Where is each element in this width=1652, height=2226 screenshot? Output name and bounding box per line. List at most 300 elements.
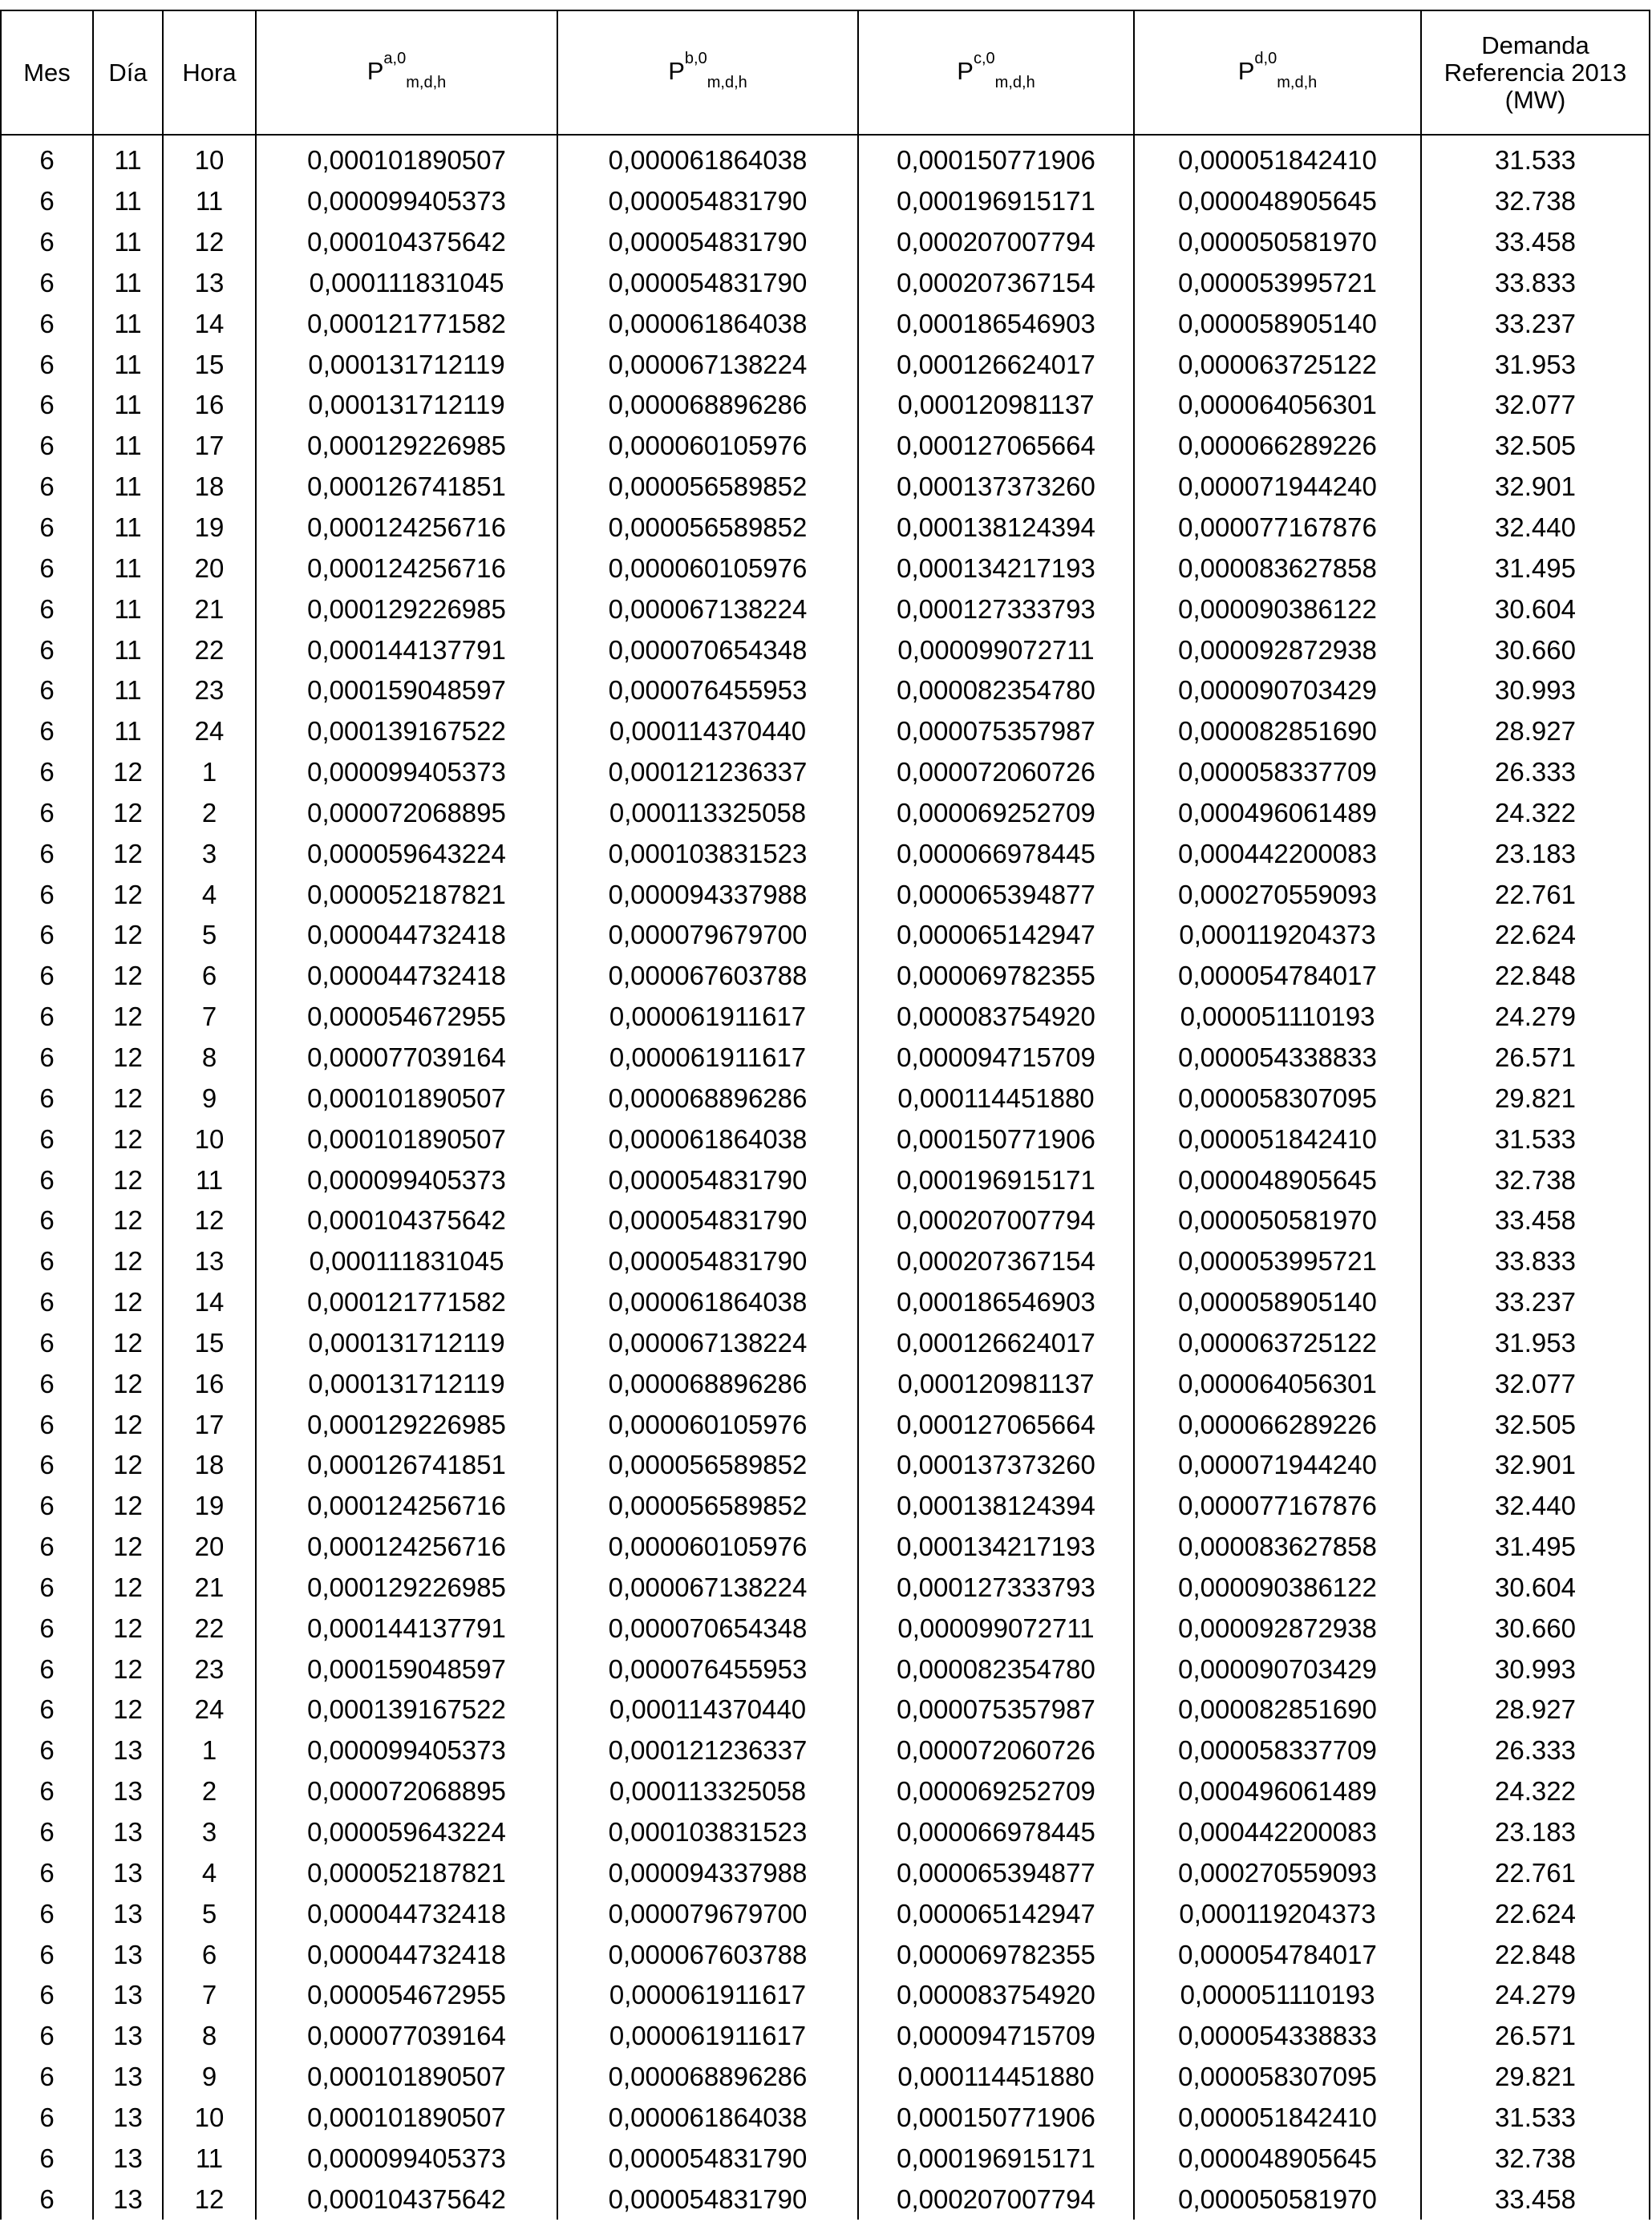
dia-cell: 11	[93, 629, 163, 670]
pc-cell: 0,000065394877	[858, 874, 1134, 915]
pb-cell: 0,000061864038	[557, 135, 858, 181]
pd-cell: 0,000058337709	[1134, 1730, 1421, 1771]
pc-cell: 0,000069252709	[858, 793, 1134, 834]
demanda-cell: 24.322	[1421, 1771, 1650, 1812]
mes-cell: 6	[1, 1404, 93, 1445]
demanda-cell: 32.505	[1421, 1404, 1650, 1445]
table-row	[1, 589, 1650, 629]
mes-cell: 6	[1, 629, 93, 670]
mes-cell: 6	[1, 752, 93, 793]
dia-cell: 11	[93, 181, 163, 222]
pb-cell: 0,000070654348	[557, 629, 858, 670]
hora-cell: 20	[163, 548, 256, 589]
table-row	[1, 2057, 1650, 2098]
dia-cell: 13	[93, 1852, 163, 1893]
demanda-cell: 26.333	[1421, 1730, 1650, 1771]
pd-cell: 0,000058905140	[1134, 303, 1421, 344]
hora-cell: 10	[163, 135, 256, 181]
pb-cell: 0,000076455953	[557, 670, 858, 711]
mes-cell: 6	[1, 426, 93, 467]
pc-cell: 0,000099072711	[858, 629, 1134, 670]
hora-cell: 15	[163, 1322, 256, 1363]
hora-cell: 4	[163, 874, 256, 915]
mes-cell: 6	[1, 1975, 93, 2016]
pa-cell: 0,000054672955	[256, 1975, 557, 2016]
pb-cell: 0,000067603788	[557, 956, 858, 997]
table-row	[1, 181, 1650, 222]
demanda-cell: 22.761	[1421, 1852, 1650, 1893]
mes-cell: 6	[1, 1200, 93, 1241]
pc-cell: 0,000066978445	[858, 1812, 1134, 1853]
pa-cell: 0,000159048597	[256, 1649, 557, 1690]
header-pd-sub: m,d,h	[1277, 73, 1318, 91]
pa-cell: 0,000044732418	[256, 1893, 557, 1934]
table-row	[1, 833, 1650, 874]
mes-cell: 6	[1, 2098, 93, 2139]
mes-cell: 6	[1, 2057, 93, 2098]
header-pc	[858, 10, 1134, 135]
demanda-cell: 22.624	[1421, 915, 1650, 956]
pa-cell: 0,000111831045	[256, 263, 557, 304]
mes-cell: 6	[1, 1119, 93, 1160]
dia-cell: 12	[93, 1568, 163, 1609]
mes-cell: 6	[1, 344, 93, 385]
pc-cell: 0,000126624017	[858, 344, 1134, 385]
dia-cell: 12	[93, 956, 163, 997]
demanda-cell: 30.604	[1421, 589, 1650, 629]
dia-cell: 11	[93, 263, 163, 304]
table-row	[1, 874, 1650, 915]
mes-cell: 6	[1, 1568, 93, 1609]
hora-cell: 9	[163, 2057, 256, 2098]
dia-cell: 12	[93, 1200, 163, 1241]
header-pa-sub: m,d,h	[406, 73, 447, 91]
hora-cell: 20	[163, 1527, 256, 1568]
table-row	[1, 426, 1650, 467]
pb-cell: 0,000061911617	[557, 997, 858, 1038]
pc-cell: 0,000075357987	[858, 711, 1134, 752]
pd-cell: 0,000064056301	[1134, 385, 1421, 426]
demanda-cell: 32.077	[1421, 1363, 1650, 1404]
pd-cell: 0,000058307095	[1134, 2057, 1421, 2098]
demanda-cell: 23.183	[1421, 833, 1650, 874]
pb-cell: 0,000094337988	[557, 1852, 858, 1893]
pb-cell: 0,000060105976	[557, 1527, 858, 1568]
demanda-cell: 33.237	[1421, 303, 1650, 344]
demanda-cell: 30.660	[1421, 629, 1650, 670]
header-pd-base: P	[1237, 56, 1255, 85]
pb-cell: 0,000068896286	[557, 1363, 858, 1404]
mes-cell: 6	[1, 1730, 93, 1771]
pa-cell: 0,000099405373	[256, 1730, 557, 1771]
pa-cell: 0,000131712119	[256, 1322, 557, 1363]
demanda-cell: 33.237	[1421, 1282, 1650, 1323]
pb-cell: 0,000054831790	[557, 1160, 858, 1200]
header-pd	[1134, 10, 1421, 135]
pc-cell: 0,000114451880	[858, 2057, 1134, 2098]
dia-cell: 13	[93, 1771, 163, 1812]
mes-cell: 6	[1, 135, 93, 181]
demanda-cell: 31.533	[1421, 1119, 1650, 1160]
mes-cell: 6	[1, 915, 93, 956]
pc-cell: 0,000137373260	[858, 1445, 1134, 1486]
pd-cell: 0,000048905645	[1134, 1160, 1421, 1200]
hora-cell: 8	[163, 2016, 256, 2057]
demanda-cell: 31.953	[1421, 344, 1650, 385]
dia-cell: 12	[93, 1160, 163, 1200]
mes-cell: 6	[1, 1608, 93, 1649]
pb-cell: 0,000054831790	[557, 263, 858, 304]
pd-cell: 0,000442200083	[1134, 1812, 1421, 1853]
table-row	[1, 629, 1650, 670]
pb-cell: 0,000056589852	[557, 1445, 858, 1486]
mes-cell: 6	[1, 548, 93, 589]
mes-cell: 6	[1, 1486, 93, 1527]
table-row	[1, 711, 1650, 752]
header-pb-sub: m,d,h	[707, 73, 747, 91]
table-row	[1, 1200, 1650, 1241]
demanda-cell: 31.953	[1421, 1322, 1650, 1363]
table-row	[1, 1322, 1650, 1363]
pd-cell: 0,000051110193	[1134, 997, 1421, 1038]
pd-cell: 0,000054784017	[1134, 1934, 1421, 1975]
pc-cell: 0,000069782355	[858, 956, 1134, 997]
demanda-cell: 32.901	[1421, 467, 1650, 508]
demanda-cell: 30.604	[1421, 1568, 1650, 1609]
pc-cell: 0,000207367154	[858, 263, 1134, 304]
pd-cell: 0,000442200083	[1134, 833, 1421, 874]
pa-cell: 0,000099405373	[256, 181, 557, 222]
pa-cell: 0,000059643224	[256, 1812, 557, 1853]
pc-cell: 0,000099072711	[858, 1608, 1134, 1649]
pb-cell: 0,000094337988	[557, 874, 858, 915]
pd-cell: 0,000050581970	[1134, 2179, 1421, 2220]
demanda-cell: 29.821	[1421, 1078, 1650, 1119]
hora-cell: 11	[163, 2138, 256, 2179]
table-row	[1, 997, 1650, 1038]
pc-cell: 0,000150771906	[858, 135, 1134, 181]
demanda-cell: 31.495	[1421, 548, 1650, 589]
pc-cell: 0,000196915171	[858, 2138, 1134, 2179]
pb-cell: 0,000121236337	[557, 752, 858, 793]
demanda-cell: 33.458	[1421, 222, 1650, 263]
table-row	[1, 1852, 1650, 1893]
demanda-cell: 32.901	[1421, 1445, 1650, 1486]
pa-cell: 0,000104375642	[256, 2179, 557, 2220]
dia-cell: 12	[93, 915, 163, 956]
pa-cell: 0,000052187821	[256, 1852, 557, 1893]
hora-cell: 12	[163, 222, 256, 263]
pb-cell: 0,000061911617	[557, 1975, 858, 2016]
pb-cell: 0,000070654348	[557, 1608, 858, 1649]
hora-cell: 24	[163, 711, 256, 752]
pc-cell: 0,000134217193	[858, 548, 1134, 589]
pa-cell: 0,000104375642	[256, 222, 557, 263]
demanda-cell: 26.333	[1421, 752, 1650, 793]
pc-cell: 0,000127065664	[858, 1404, 1134, 1445]
pd-cell: 0,000270559093	[1134, 1852, 1421, 1893]
pd-cell: 0,000064056301	[1134, 1363, 1421, 1404]
demanda-cell: 26.571	[1421, 1038, 1650, 1079]
mes-cell: 6	[1, 1893, 93, 1934]
mes-cell: 6	[1, 1771, 93, 1812]
table-header-row	[1, 10, 1650, 135]
pb-cell: 0,000061864038	[557, 1282, 858, 1323]
pc-cell: 0,000196915171	[858, 1160, 1134, 1200]
pc-cell: 0,000150771906	[858, 1119, 1134, 1160]
pd-cell: 0,000058307095	[1134, 1078, 1421, 1119]
dia-cell: 12	[93, 1649, 163, 1690]
pc-cell: 0,000138124394	[858, 508, 1134, 548]
dia-cell: 12	[93, 1241, 163, 1282]
pa-cell: 0,000101890507	[256, 135, 557, 181]
pc-cell: 0,000137373260	[858, 467, 1134, 508]
pa-cell: 0,000129226985	[256, 1404, 557, 1445]
hora-cell: 17	[163, 1404, 256, 1445]
header-pa-sup: a,0	[383, 49, 407, 67]
hora-cell: 3	[163, 1812, 256, 1853]
hora-cell: 21	[163, 1568, 256, 1609]
pc-cell: 0,000120981137	[858, 1363, 1134, 1404]
pa-cell: 0,000124256716	[256, 508, 557, 548]
dia-cell: 13	[93, 2057, 163, 2098]
dia-cell: 13	[93, 2098, 163, 2139]
pb-cell: 0,000079679700	[557, 1893, 858, 1934]
mes-cell: 6	[1, 1934, 93, 1975]
pb-cell: 0,000113325058	[557, 793, 858, 834]
pb-cell: 0,000103831523	[557, 833, 858, 874]
mes-cell: 6	[1, 385, 93, 426]
pb-cell: 0,000061864038	[557, 2098, 858, 2139]
pb-cell: 0,000056589852	[557, 467, 858, 508]
pd-cell: 0,000090703429	[1134, 670, 1421, 711]
pc-cell: 0,000072060726	[858, 752, 1134, 793]
dia-cell: 11	[93, 222, 163, 263]
pb-cell: 0,000067138224	[557, 589, 858, 629]
header-mes: Mes	[1, 10, 93, 135]
demanda-cell: 28.927	[1421, 711, 1650, 752]
header-demanda-line1: Demanda	[1481, 30, 1589, 59]
demanda-cell: 33.833	[1421, 263, 1650, 304]
pd-cell: 0,000050581970	[1134, 222, 1421, 263]
mes-cell: 6	[1, 1241, 93, 1282]
pa-cell: 0,000131712119	[256, 1363, 557, 1404]
pc-cell: 0,000065142947	[858, 1893, 1134, 1934]
demanda-cell: 32.738	[1421, 2138, 1650, 2179]
pa-cell: 0,000052187821	[256, 874, 557, 915]
demanda-cell: 33.458	[1421, 1200, 1650, 1241]
pc-cell: 0,000127065664	[858, 426, 1134, 467]
pd-cell: 0,000048905645	[1134, 2138, 1421, 2179]
demanda-cell: 33.458	[1421, 2179, 1650, 2220]
table-row	[1, 1241, 1650, 1282]
pc-cell: 0,000134217193	[858, 1527, 1134, 1568]
table-row	[1, 1404, 1650, 1445]
dia-cell: 13	[93, 1975, 163, 2016]
pb-cell: 0,000067603788	[557, 1934, 858, 1975]
table-row	[1, 1975, 1650, 2016]
pc-cell: 0,000126624017	[858, 1322, 1134, 1363]
pc-cell: 0,000094715709	[858, 2016, 1134, 2057]
demanda-cell: 31.533	[1421, 135, 1650, 181]
pd-cell: 0,000092872938	[1134, 629, 1421, 670]
pd-cell: 0,000083627858	[1134, 1527, 1421, 1568]
dia-cell: 12	[93, 1038, 163, 1079]
hora-cell: 17	[163, 426, 256, 467]
dia-cell: 13	[93, 2016, 163, 2057]
pc-cell: 0,000196915171	[858, 181, 1134, 222]
mes-cell: 6	[1, 1649, 93, 1690]
pd-cell: 0,000119204373	[1134, 915, 1421, 956]
dia-cell: 12	[93, 874, 163, 915]
pa-cell: 0,000044732418	[256, 1934, 557, 1975]
pc-cell: 0,000114451880	[858, 1078, 1134, 1119]
header-pb-sup: b,0	[684, 49, 707, 67]
mes-cell: 6	[1, 467, 93, 508]
header-demanda	[1421, 10, 1650, 135]
hora-cell: 23	[163, 1649, 256, 1690]
pd-cell: 0,000077167876	[1134, 1486, 1421, 1527]
header-dia: Día	[93, 10, 163, 135]
pd-cell: 0,000090386122	[1134, 1568, 1421, 1609]
demanda-cell: 30.993	[1421, 670, 1650, 711]
demanda-cell: 24.322	[1421, 793, 1650, 834]
pb-cell: 0,000068896286	[557, 1078, 858, 1119]
table-row	[1, 2098, 1650, 2139]
dia-cell: 12	[93, 1078, 163, 1119]
table-row	[1, 508, 1650, 548]
table-row	[1, 1812, 1650, 1853]
dia-cell: 13	[93, 1812, 163, 1853]
table-row	[1, 263, 1650, 304]
mes-cell: 6	[1, 2179, 93, 2220]
pd-cell: 0,000082851690	[1134, 1690, 1421, 1730]
dia-cell: 11	[93, 589, 163, 629]
pb-cell: 0,000068896286	[557, 385, 858, 426]
pd-cell: 0,000496061489	[1134, 1771, 1421, 1812]
mes-cell: 6	[1, 2016, 93, 2057]
demanda-cell: 22.761	[1421, 874, 1650, 915]
dia-cell: 12	[93, 1527, 163, 1568]
pd-cell: 0,000063725122	[1134, 344, 1421, 385]
table-row	[1, 1730, 1650, 1771]
pc-cell: 0,000065394877	[858, 1852, 1134, 1893]
hora-cell: 6	[163, 956, 256, 997]
mes-cell: 6	[1, 508, 93, 548]
table-row	[1, 1486, 1650, 1527]
table-row	[1, 1445, 1650, 1486]
mes-cell: 6	[1, 1038, 93, 1079]
table-row	[1, 1568, 1650, 1609]
table-row	[1, 793, 1650, 834]
demanda-cell: 32.077	[1421, 385, 1650, 426]
dia-cell: 12	[93, 1119, 163, 1160]
header-pc-sub: m,d,h	[994, 73, 1035, 91]
mes-cell: 6	[1, 1445, 93, 1486]
table-row	[1, 344, 1650, 385]
pa-cell: 0,000121771582	[256, 303, 557, 344]
header-demanda-line3: (MW)	[1504, 85, 1566, 114]
demanda-cell: 22.624	[1421, 1893, 1650, 1934]
pd-cell: 0,000496061489	[1134, 793, 1421, 834]
pb-cell: 0,000114370440	[557, 1690, 858, 1730]
mes-cell: 6	[1, 997, 93, 1038]
dia-cell: 13	[93, 2138, 163, 2179]
mes-cell: 6	[1, 303, 93, 344]
dia-cell: 11	[93, 548, 163, 589]
pd-cell: 0,000048905645	[1134, 181, 1421, 222]
table-row	[1, 915, 1650, 956]
hora-cell: 14	[163, 1282, 256, 1323]
mes-cell: 6	[1, 711, 93, 752]
pa-cell: 0,000159048597	[256, 670, 557, 711]
demanda-cell: 32.738	[1421, 1160, 1650, 1200]
mes-cell: 6	[1, 589, 93, 629]
header-pa	[256, 10, 557, 135]
pd-cell: 0,000071944240	[1134, 1445, 1421, 1486]
hora-cell: 7	[163, 1975, 256, 2016]
pb-cell: 0,000068896286	[557, 2057, 858, 2098]
mes-cell: 6	[1, 1282, 93, 1323]
hora-cell: 16	[163, 385, 256, 426]
hora-cell: 2	[163, 793, 256, 834]
hora-cell: 1	[163, 752, 256, 793]
pa-cell: 0,000072068895	[256, 1771, 557, 1812]
hora-cell: 11	[163, 181, 256, 222]
hora-cell: 15	[163, 344, 256, 385]
dia-cell: 11	[93, 508, 163, 548]
hora-cell: 8	[163, 1038, 256, 1079]
pd-cell: 0,000058905140	[1134, 1282, 1421, 1323]
pd-cell: 0,000050581970	[1134, 1200, 1421, 1241]
hora-cell: 7	[163, 997, 256, 1038]
hora-cell: 21	[163, 589, 256, 629]
demanda-cell: 31.495	[1421, 1527, 1650, 1568]
mes-cell: 6	[1, 956, 93, 997]
table-row	[1, 303, 1650, 344]
pc-cell: 0,000186546903	[858, 1282, 1134, 1323]
dia-cell: 12	[93, 793, 163, 834]
pa-cell: 0,000101890507	[256, 1078, 557, 1119]
dia-cell: 12	[93, 1282, 163, 1323]
pa-cell: 0,000121771582	[256, 1282, 557, 1323]
table-row	[1, 1527, 1650, 1568]
pa-cell: 0,000131712119	[256, 385, 557, 426]
pd-cell: 0,000051110193	[1134, 1975, 1421, 2016]
table-row	[1, 1893, 1650, 1934]
pa-cell: 0,000044732418	[256, 915, 557, 956]
table-row	[1, 1160, 1650, 1200]
pa-cell: 0,000072068895	[256, 793, 557, 834]
pc-cell: 0,000127333793	[858, 1568, 1134, 1609]
pb-cell: 0,000061911617	[557, 2016, 858, 2057]
hora-cell: 10	[163, 1119, 256, 1160]
table-row	[1, 1649, 1650, 1690]
pa-cell: 0,000131712119	[256, 344, 557, 385]
hora-cell: 23	[163, 670, 256, 711]
header-pb-base: P	[668, 56, 685, 85]
table-row	[1, 2138, 1650, 2179]
table-row	[1, 1078, 1650, 1119]
table-row	[1, 1608, 1650, 1649]
demanda-cell: 32.440	[1421, 508, 1650, 548]
table-row	[1, 1363, 1650, 1404]
pc-cell: 0,000207007794	[858, 2179, 1134, 2220]
table-body	[1, 135, 1650, 2220]
table-row	[1, 1934, 1650, 1975]
hora-cell: 13	[163, 263, 256, 304]
pd-cell: 0,000082851690	[1134, 711, 1421, 752]
